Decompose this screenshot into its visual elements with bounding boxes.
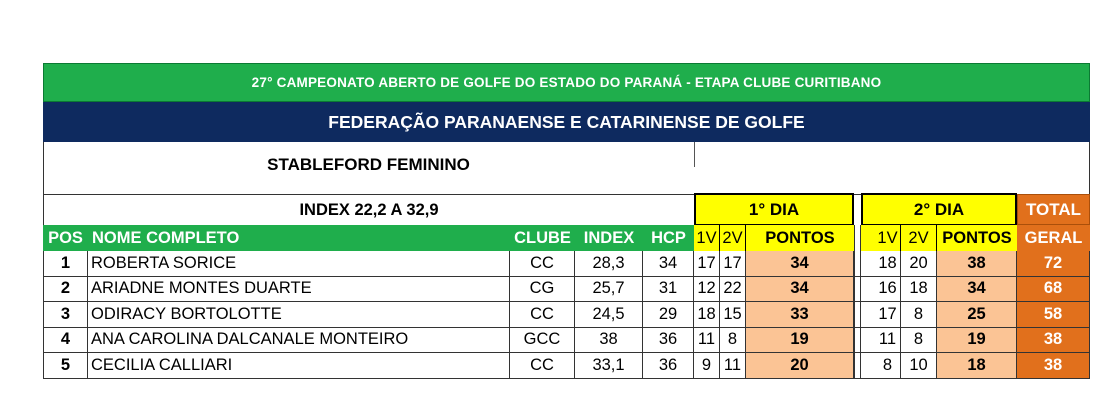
col-d2-points: PONTOS (937, 225, 1017, 251)
club-cell: CC (510, 251, 575, 277)
overall-cell: 72 (1017, 251, 1090, 277)
day1-v2-cell: 8 (720, 328, 746, 354)
day-separator-cell (854, 277, 861, 303)
name-cell: ANA CAROLINA DALCANALE MONTEIRO (88, 328, 510, 354)
col-d2-v1: 1V (861, 225, 901, 251)
index-cell: 33,1 (575, 353, 643, 379)
day1-points-cell: 20 (746, 353, 854, 379)
hcp-cell: 31 (643, 277, 694, 303)
col-name: NOME COMPLETO (88, 225, 510, 251)
index-range: INDEX 22,2 A 32,9 (43, 194, 694, 225)
day-separator-cell (854, 328, 861, 354)
overall-cell: 68 (1017, 277, 1090, 303)
day2-v2-cell: 20 (901, 251, 937, 277)
pos-cell: 3 (43, 302, 88, 328)
club-cell: CC (510, 353, 575, 379)
col-d1-v2: 2V (720, 225, 746, 251)
day2-points-cell: 18 (937, 353, 1017, 379)
col-overall: GERAL (1017, 225, 1090, 251)
day2-points-cell: 25 (937, 302, 1017, 328)
overall-cell: 38 (1017, 353, 1090, 379)
day2-v1-cell: 17 (861, 302, 901, 328)
day1-v1-cell: 17 (694, 251, 720, 277)
hcp-cell: 36 (643, 353, 694, 379)
day2-v1-cell: 18 (861, 251, 901, 277)
day-separator (854, 225, 861, 251)
day2-v1-cell: 11 (861, 328, 901, 354)
day1-v2-cell: 17 (720, 251, 746, 277)
hcp-cell: 34 (643, 251, 694, 277)
name-cell: ARIADNE MONTES DUARTE (88, 277, 510, 303)
hcp-cell: 36 (643, 328, 694, 354)
total-header: TOTAL (1017, 194, 1090, 225)
overall-cell: 58 (1017, 302, 1090, 328)
day1-v2-cell: 11 (720, 353, 746, 379)
col-club: CLUBE (510, 225, 575, 251)
day2-v2-cell: 18 (901, 277, 937, 303)
day-separator-cell (854, 302, 861, 328)
hcp-cell: 29 (643, 302, 694, 328)
day1-v2-cell: 15 (720, 302, 746, 328)
name-cell: ROBERTA SORICE (88, 251, 510, 277)
pos-cell: 5 (43, 353, 88, 379)
col-d2-v2: 2V (901, 225, 937, 251)
day2-v1-cell: 8 (861, 353, 901, 379)
col-d1-v1: 1V (694, 225, 720, 251)
day1-v1-cell: 12 (694, 277, 720, 303)
day-separator-cell (854, 251, 861, 277)
col-hcp: HCP (643, 225, 694, 251)
day1-v1-cell: 11 (694, 328, 720, 354)
day1-header: 1° DIA (694, 193, 854, 226)
day2-points-cell: 34 (937, 277, 1017, 303)
category-title: STABLEFORD FEMININO (267, 155, 470, 174)
pos-cell: 2 (43, 277, 88, 303)
federation-title: FEDERAÇÃO PARANAENSE E CATARINENSE DE GOLFE (43, 102, 1090, 142)
index-cell: 38 (575, 328, 643, 354)
pos-cell: 4 (43, 328, 88, 354)
name-cell: ODIRACY BORTOLOTTE (88, 302, 510, 328)
club-cell: CG (510, 277, 575, 303)
day2-points-cell: 19 (937, 328, 1017, 354)
col-d1-points: PONTOS (746, 225, 854, 251)
day1-points-cell: 34 (746, 277, 854, 303)
col-pos: POS (43, 225, 88, 251)
day2-v2-cell: 8 (901, 302, 937, 328)
name-cell: CECILIA CALLIARI (88, 353, 510, 379)
overall-cell: 38 (1017, 328, 1090, 354)
day2-header: 2° DIA (861, 193, 1017, 226)
day2-points-cell: 38 (937, 251, 1017, 277)
day2-v1-cell: 16 (861, 277, 901, 303)
day1-v1-cell: 18 (694, 302, 720, 328)
day1-points-cell: 34 (746, 251, 854, 277)
index-cell: 28,3 (575, 251, 643, 277)
championship-title: 27° CAMPEONATO ABERTO DE GOLFE DO ESTADO DO PARANÁ - ETAPA CLUBE CURITIBANO (43, 63, 1090, 102)
day-separator-cell (854, 353, 861, 379)
day1-v2-cell: 22 (720, 277, 746, 303)
pos-cell: 1 (43, 251, 88, 277)
divider (694, 142, 695, 167)
index-cell: 25,7 (575, 277, 643, 303)
day1-points-cell: 33 (746, 302, 854, 328)
day2-v2-cell: 10 (901, 353, 937, 379)
index-cell: 24,5 (575, 302, 643, 328)
col-index: INDEX (575, 225, 643, 251)
day2-v2-cell: 8 (901, 328, 937, 354)
club-cell: GCC (510, 328, 575, 354)
club-cell: CC (510, 302, 575, 328)
day1-v1-cell: 9 (694, 353, 720, 379)
day1-points-cell: 19 (746, 328, 854, 354)
